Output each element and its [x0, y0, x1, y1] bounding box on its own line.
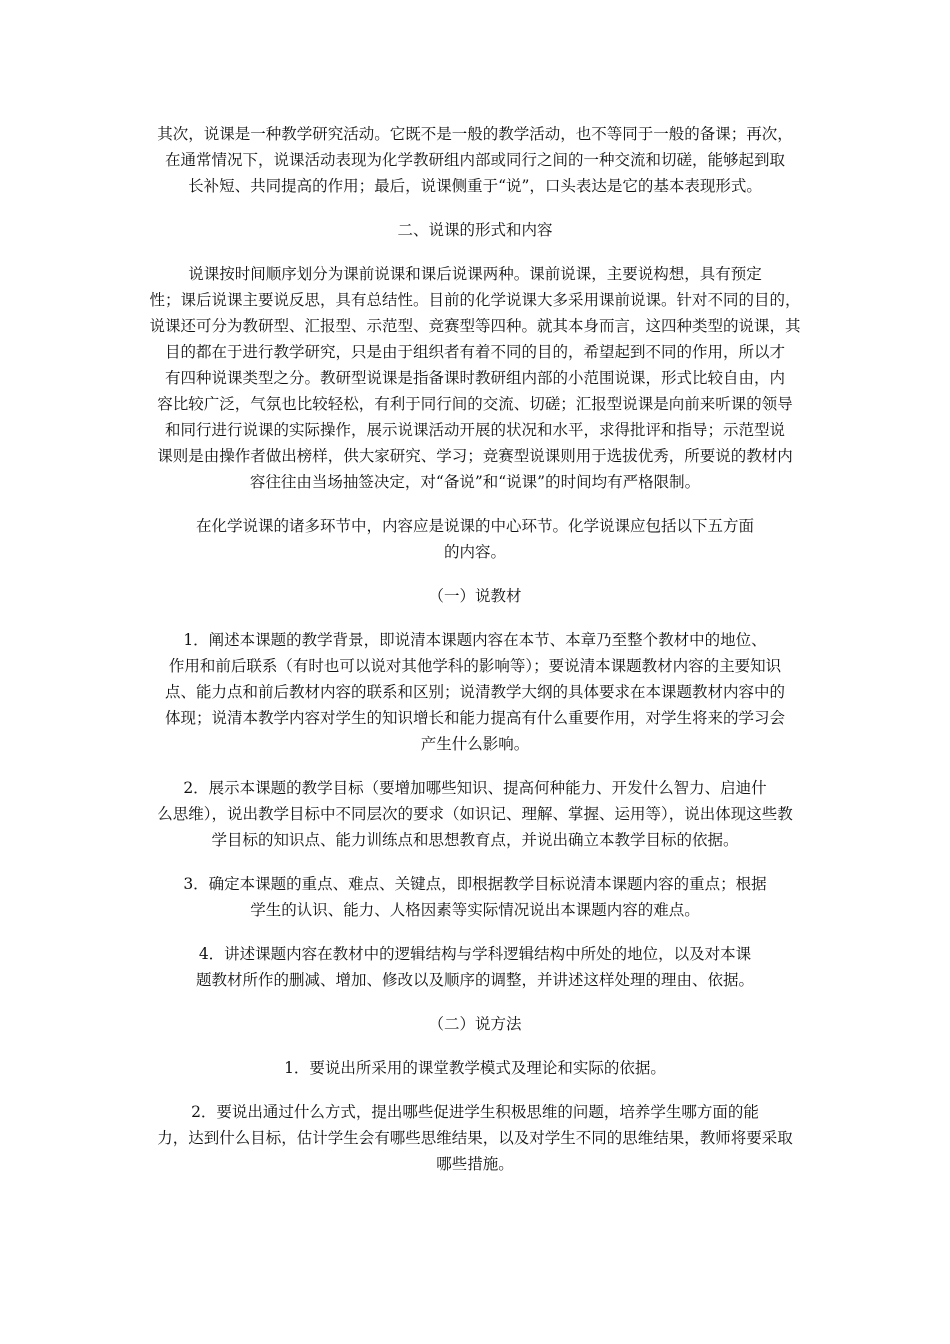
text-line: 作用和前后联系（有时也可以说对其他学科的影响等）；要说清本课题教材内容的主要知识 [168, 657, 782, 675]
text-line: 有四种说课类型之分。教研型说课是指备课时教研组内部的小范围说课，形式比较自由，内 [164, 369, 785, 387]
text-line: 说课还可分为教研型、汇报型、示范型、竞赛型等四种。就其本身而言，这四种类型的说课，其 [149, 317, 801, 335]
text-line: 目的都在于进行教学研究，只是由于组织者有着不同的目的，希望起到不同的作用，所以才 [164, 343, 785, 361]
text-line: 力，达到什么目标，估计学生会有哪些思维结果，以及对学生不同的思维结果，教师将要采取 [157, 1129, 793, 1147]
text-line: 哪些措施。 [436, 1155, 514, 1173]
text-line: 的内容。 [443, 543, 506, 561]
document-page [142, 121, 808, 1195]
subsection-heading-textbook: （一）说教材 [428, 587, 522, 605]
text-line: 2．要说出通过什么方式，提出哪些促进学生积极思维的问题，培养学生哪方面的能 [191, 1103, 759, 1121]
text-line: 和同行进行说课的实际操作，展示说课活动开展的状况和水平，求得批评和指导；示范型说 [164, 421, 785, 439]
paragraph-method-2 [142, 1099, 808, 1177]
text-line: 体现；说清本教学内容对学生的知识增长和能力提高有什么重要作用，对学生将来的学习会 [164, 709, 785, 727]
text-line: 性；课后说课主要说反思，具有总结性。目前的化学说课大多采用课前说课。针对不同的目的， [149, 291, 801, 309]
text-line: 2．展示本课题的教学目标（要增加哪些知识、提高何种能力、开发什么智力、启迪什 [183, 779, 767, 797]
text-line: 容往往由当场抽签决定，对“备说”和“说课”的时间均有严格限制。 [249, 473, 701, 491]
paragraph-intro [142, 121, 808, 199]
text-line: 在化学说课的诸多环节中，内容应是说课的中心环节。化学说课应包括以下五方面 [195, 517, 754, 535]
text-line: 课则是由操作者做出榜样，供大家研究、学习；竞赛型说课则用于选拔优秀，所要说的教材内 [157, 447, 793, 465]
text-line: 4．讲述课题内容在教材中的逻辑结构与学科逻辑结构中所处的地位，以及对本课 [198, 945, 752, 963]
text-line: 1．阐述本课题的教学背景，即说清本课题内容在本节、本章乃至整个教材中的地位、 [183, 631, 767, 649]
text-line: 长补短、共同提高的作用；最后，说课侧重于“说”，口头表达是它的基本表现形式。 [188, 177, 762, 195]
text-line: 题教材所作的删减、增加、修改以及顺序的调整，并讲述这样处理的理由、依据。 [195, 971, 754, 989]
paragraph-item-2 [142, 775, 808, 853]
paragraph-method-1 [142, 1055, 808, 1081]
text-line: 学生的认识、能力、人格因素等实际情况说出本课题内容的难点。 [250, 901, 700, 919]
text-line: 点、能力点和前后教材内容的联系和区别；说清教学大纲的具体要求在本课题教材内容中的 [164, 683, 785, 701]
text-line: 产生什么影响。 [420, 735, 530, 753]
paragraph-content-core [142, 513, 808, 565]
paragraph-item-3 [142, 871, 808, 923]
text-line: 容比较广泛，气氛也比较轻松，有利于同行间的交流、切磋；汇报型说课是向前来听课的领导 [157, 395, 793, 413]
section-heading-form-content: 二、说课的形式和内容 [397, 221, 553, 239]
text-line: 1．要说出所采用的课堂教学模式及理论和实际的依据。 [284, 1059, 666, 1077]
text-line: 3．确定本课题的重点、难点、关键点，即根据教学目标说清本课题内容的重点；根据 [183, 875, 767, 893]
paragraph-types [142, 261, 808, 495]
subsection-heading-method: （二）说方法 [428, 1015, 522, 1033]
text-line: 说课按时间顺序划分为课前说课和课后说课两种。课前说课，主要说构想，具有预定 [188, 265, 762, 283]
text-line: 其次，说课是一种教学研究活动。它既不是一般的教学活动，也不等同于一般的备课；再次， [157, 125, 793, 143]
paragraph-item-4 [142, 941, 808, 993]
text-line: 学目标的知识点、能力训练点和思想教育点，并说出确立本教学目标的依据。 [211, 831, 739, 849]
text-line: 么思维），说出教学目标中不同层次的要求（如识记、理解、掌握、运用等），说出体现这些教 [157, 805, 793, 823]
paragraph-item-1 [142, 627, 808, 757]
text-line: 在通常情况下，说课活动表现为化学教研组内部或同行之间的一种交流和切磋，能够起到取 [164, 151, 785, 169]
